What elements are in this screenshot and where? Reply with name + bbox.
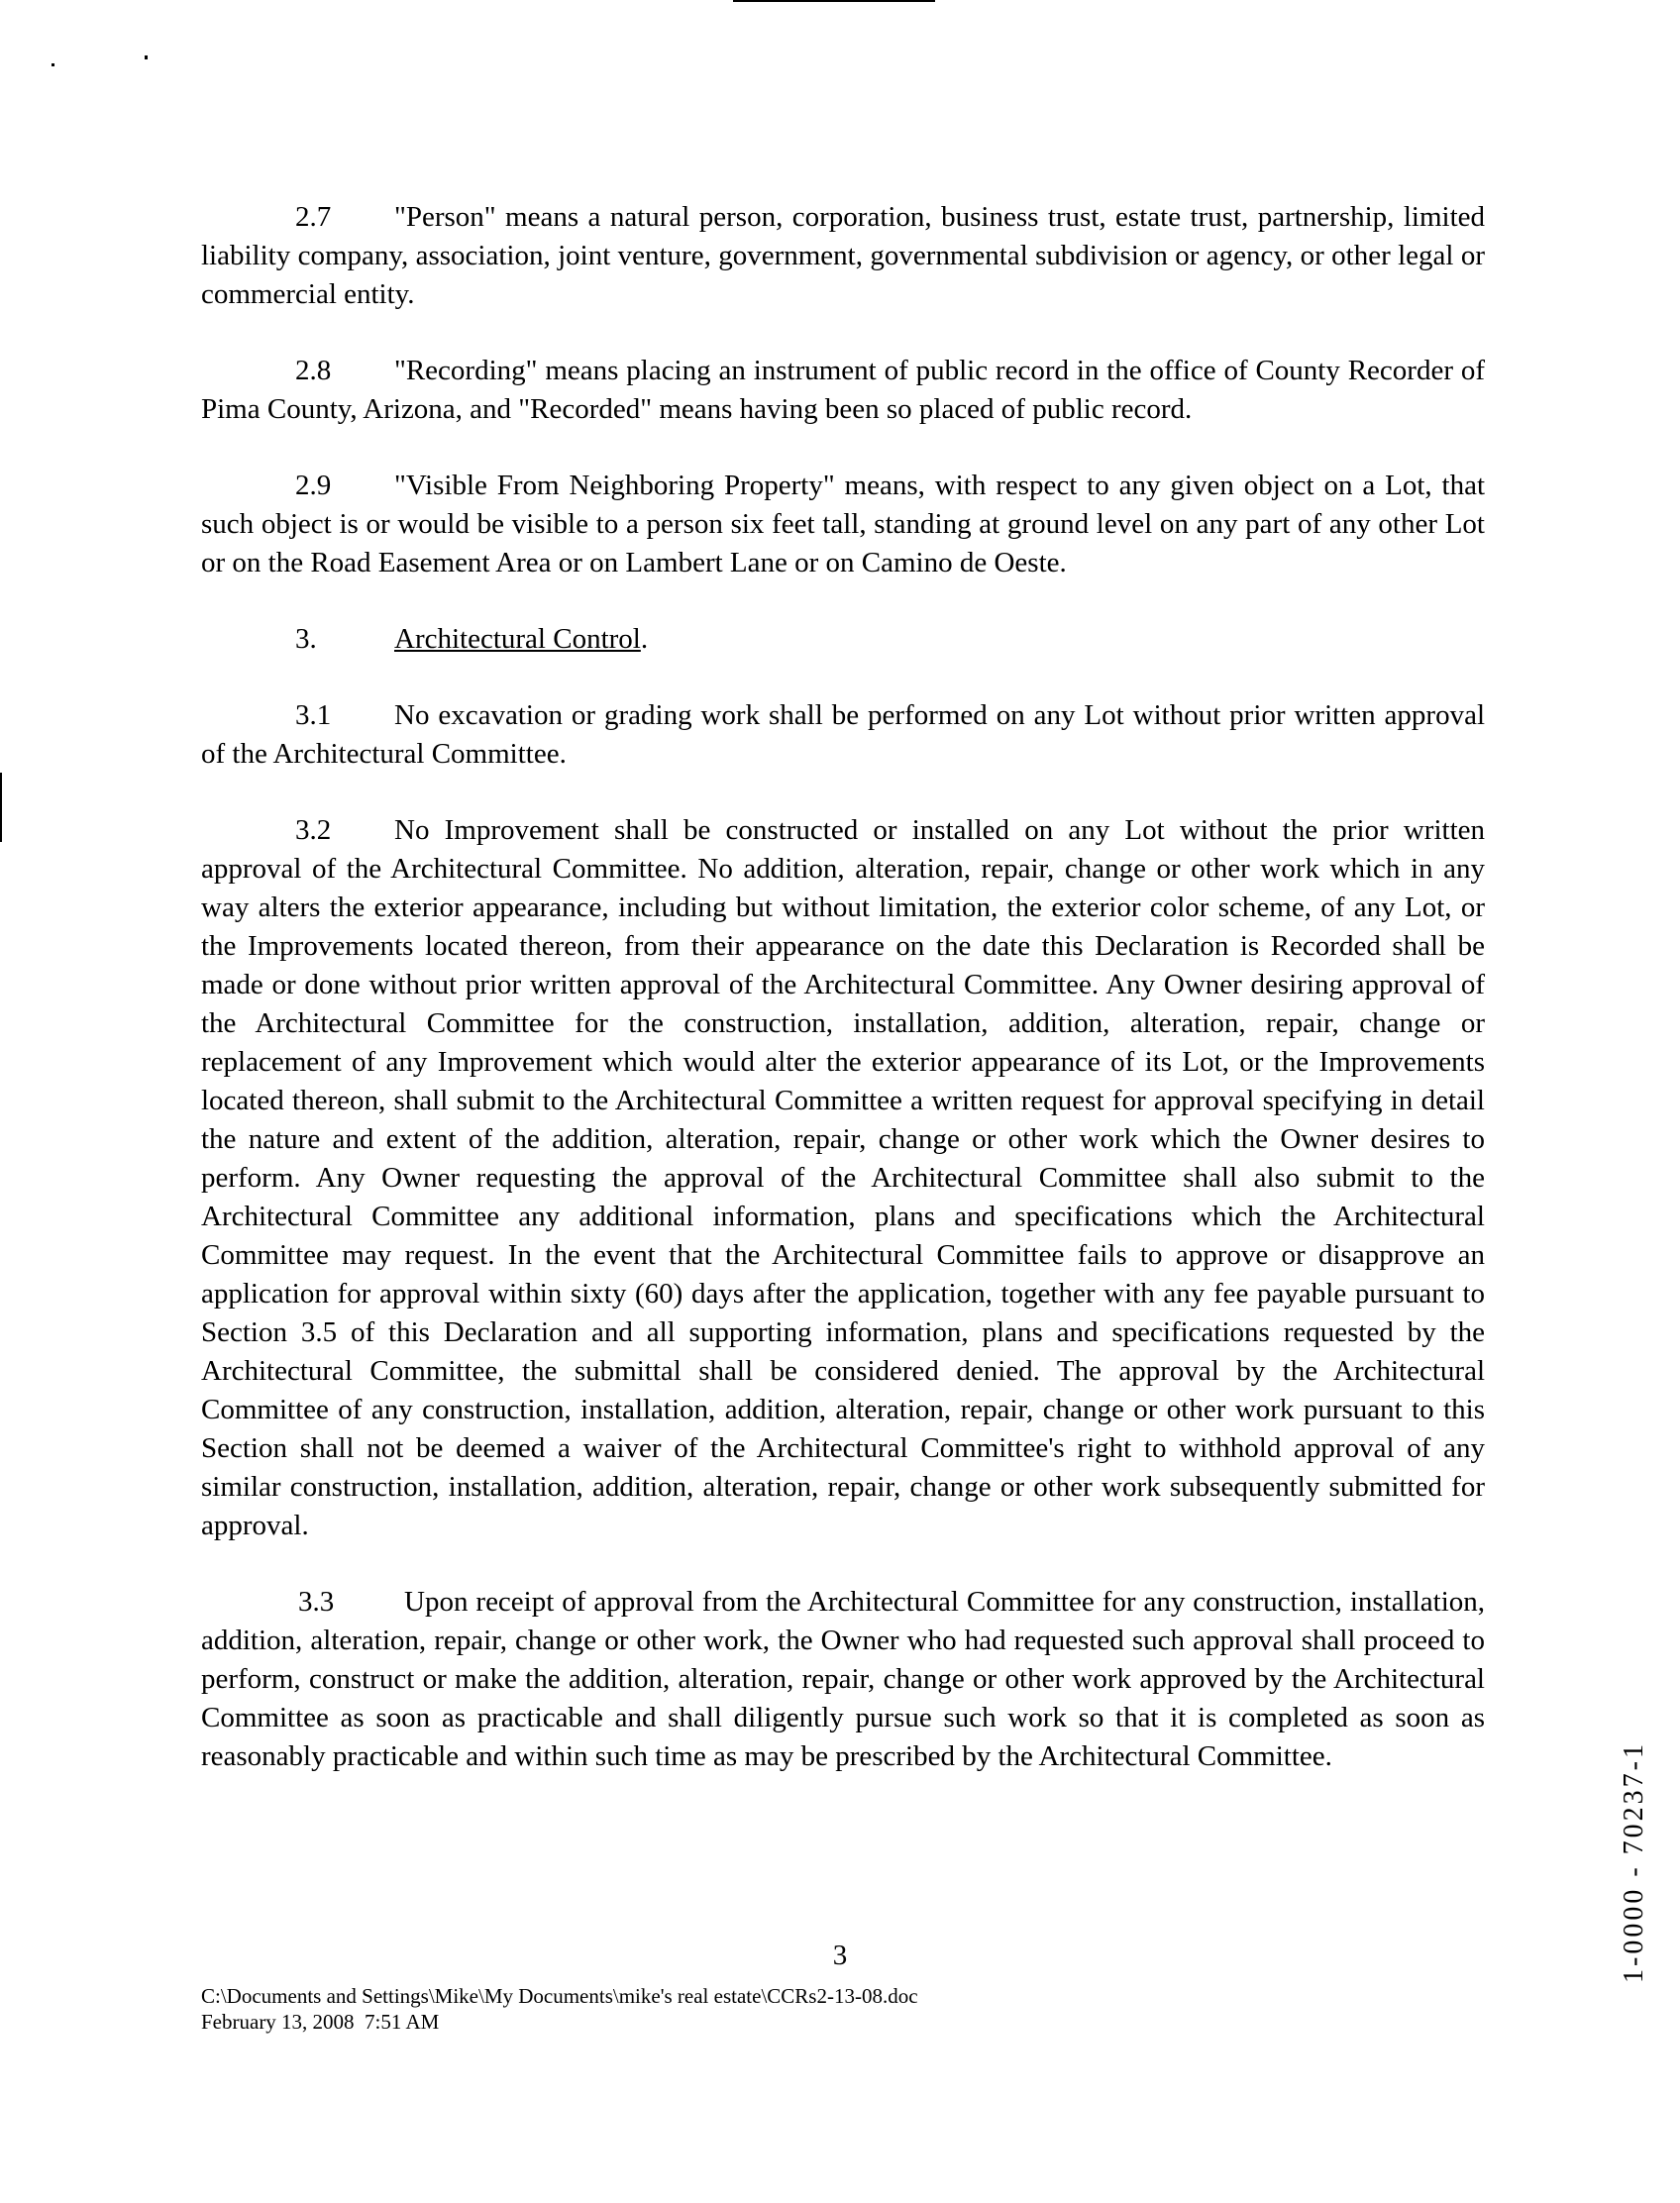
- scan-left-edge: [0, 773, 2, 842]
- section-3-heading: [201, 620, 1485, 659]
- footer: [201, 1983, 918, 2035]
- scan-dot: [52, 63, 54, 66]
- recording-stamp-text: 1-0000 - 70237-1: [1619, 1741, 1649, 1983]
- section-2-9: [201, 467, 1485, 582]
- section-2-8: [201, 352, 1485, 429]
- section-number: 2.8: [295, 355, 332, 386]
- heading-suffix: .: [640, 623, 649, 655]
- recording-stamp: [1619, 1741, 1649, 1983]
- section-text: Upon receipt of approval from the Architectural Committee for any construction, installation, addition, alteration, repair, change or other work, the Owner who had requested such approval shall proceed to perform, construct or make the addition, alteration, repair, change or other work approved by the Architectural Committee as soon as practicable and shall diligently pursue such work so that it is completed as soon as reasonably practicable and within such time as may be prescribed by the Architectural Committee.: [201, 1586, 1485, 1772]
- section-2-7: [201, 198, 1485, 314]
- section-text: No Improvement shall be constructed or installed on any Lot without the prior written approval of the Architectural Committee. No addition, alteration, repair, change or other work which in any way alters the exterior appearance, including but without limitation, the exterior color scheme, of any Lot, or the Improvements located thereon, from their appearance on the date this Declaration is Recorded shall be made or done without prior written approval of the Architectural Committee. Any Owner desiring approval of the Architectural Committee for the construction, installation, addition, alteration, repair, change or replacement of any Improvement which would alter the exterior appearance of its Lot, or the Improvements located thereon, shall submit to the Architectural Committee a written request for approval specifying in detail the nature and extent of the addition, alteration, repair, change or other work which the Owner desires to perform. Any Owner requesting the approval of the Architectural Committee shall also submit to the Architectural Committee any additional information, plans and specifications which the Architectural Committee may request. In the event that the Architectural Committee fails to approve or disapprove an application for approval within sixty (60) days after the application, together with any fee payable pursuant to Section 3.5 of this Declaration and all supporting information, plans and specifications requested by the Architectural Committee, the submittal shall be considered denied. The approval by the Architectural Committee of any construction, installation, addition, alteration, repair, change or other work pursuant to this Section shall not be deemed a waiver of the Architectural Committee's right to withhold approval of any similar construction, installation, addition, alteration, repair, change or other work subsequently submitted for approval.: [201, 814, 1485, 1541]
- section-text: No excavation or grading work shall be performed on any Lot without prior written approval of the Architectural Committee.: [201, 699, 1485, 770]
- section-number: 2.9: [295, 470, 332, 501]
- section-3-2: [201, 811, 1485, 1545]
- footer-file-path: C:\Documents and Settings\Mike\My Documents\mike's real estate\CCRs2-13-08.doc: [201, 1984, 918, 2008]
- heading-number: 3.: [295, 623, 317, 655]
- section-text: "Person" means a natural person, corporation, business trust, estate trust, partnership, limited liability company, association, joint venture, government, governmental subdivision or agency, or other legal or commercial entity.: [201, 201, 1485, 310]
- scan-dot: [145, 55, 148, 59]
- document-body: [201, 198, 1485, 1814]
- page-number: 3: [832, 1940, 848, 1971]
- section-3-3: [201, 1583, 1485, 1776]
- footer-datetime: February 13, 2008 7:51 AM: [201, 2010, 440, 2034]
- section-number: 3.2: [295, 814, 332, 846]
- section-3-1: [201, 696, 1485, 774]
- scan-top-line: [733, 0, 935, 2]
- section-number: 3.1: [295, 699, 332, 731]
- heading-title: Architectural Control: [394, 623, 641, 655]
- section-text: "Recording" means placing an instrument of public record in the office of County Recorder of Pima County, Arizona, and "Recorded" means having been so placed of public record.: [201, 355, 1485, 425]
- section-text: "Visible From Neighboring Property" means, with respect to any given object on a Lot, that such object is or would be visible to a person six feet tall, standing at ground level on any part of any other Lot or on the Road Easement Area or on Lambert Lane or on Camino de Oeste.: [201, 470, 1485, 578]
- section-number: 2.7: [295, 201, 332, 233]
- section-number: 3.3: [298, 1586, 335, 1618]
